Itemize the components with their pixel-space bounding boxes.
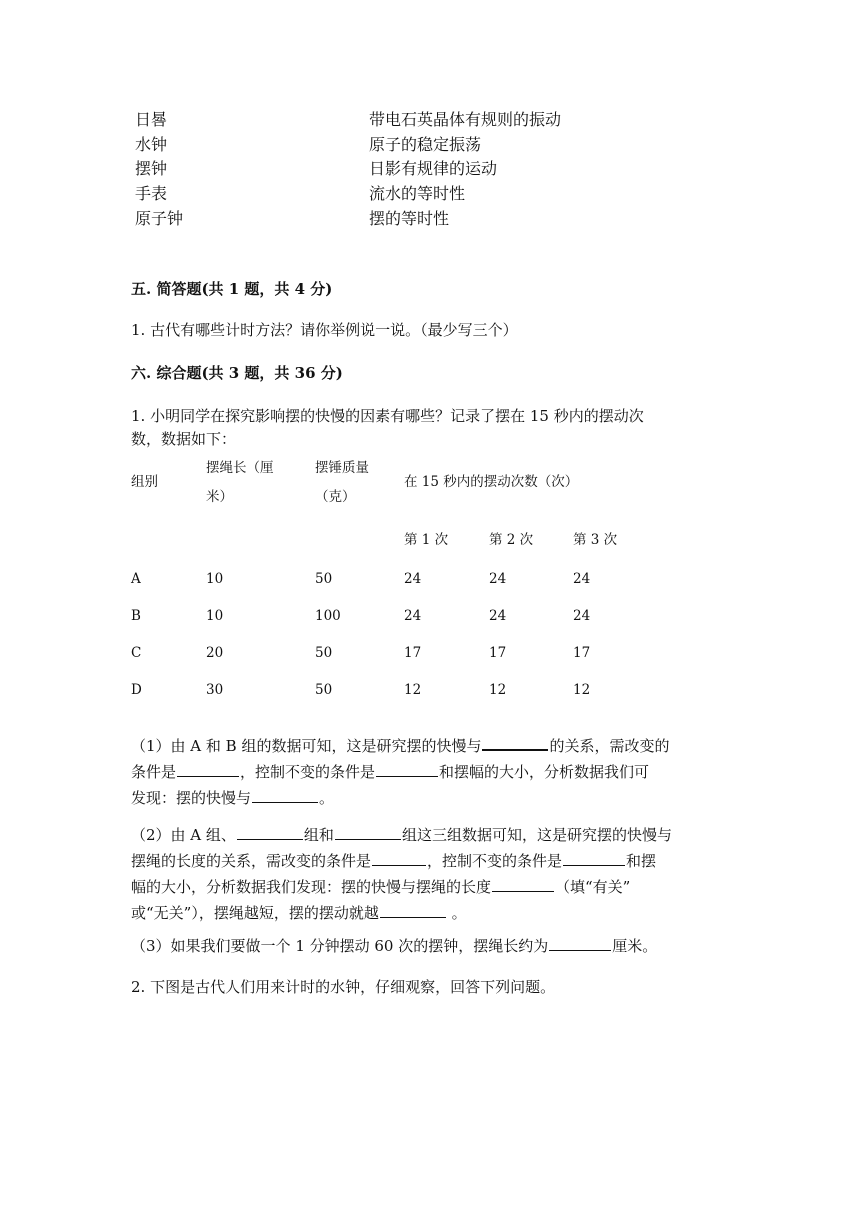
question-1-line-1: 1. 小明同学在探究影响摆的快慢的因素有哪些？记录了摆在 15 秒内的摆动次 <box>131 407 644 425</box>
text: （2）由 A 组、 <box>131 826 236 844</box>
question-1-line-2: 数，数据如下： <box>131 430 237 448</box>
answer-blank[interactable] <box>177 762 239 777</box>
table-cell: 10 <box>206 608 224 624</box>
text: （3）如果我们要做一个 1 分钟摆动 60 次的摆钟，摆绳长约为 <box>131 937 549 955</box>
match-left-5: 原子钟 <box>135 209 184 228</box>
text: 和摆幅的大小，分析数据我们可 <box>439 763 650 781</box>
answer-blank[interactable] <box>563 851 625 866</box>
subheader-trial-1: 第 1 次 <box>404 532 449 548</box>
section-6-title: 六. 综合题(共 3 题，共 36 分) <box>131 364 343 382</box>
match-right-5: 摆的等时性 <box>369 209 450 228</box>
match-right-4: 流水的等时性 <box>369 184 466 203</box>
subheader-trial-2: 第 2 次 <box>489 532 534 548</box>
table-cell: B <box>131 608 141 624</box>
text: 条件是 <box>131 763 177 781</box>
text: 摆绳的长度的关系，需改变的条件是 <box>131 852 372 870</box>
text: （1）由 A 和 B 组的数据可知，这是研究摆的快慢与 <box>131 737 482 755</box>
table-cell: 17 <box>404 645 422 661</box>
text: （填“有关” <box>555 878 631 896</box>
table-cell: 17 <box>489 645 507 661</box>
answer-blank[interactable] <box>549 936 611 951</box>
answer-blank[interactable] <box>237 825 303 840</box>
table-cell: 12 <box>489 682 507 698</box>
table-cell: 24 <box>404 608 422 624</box>
text: 和摆 <box>626 852 657 870</box>
header-mass-2: （克） <box>315 489 356 505</box>
answer-blank[interactable] <box>482 735 548 751</box>
header-group: 组别 <box>131 474 158 490</box>
table-cell: 12 <box>404 682 422 698</box>
answer-blank[interactable] <box>252 788 318 803</box>
answer-blank[interactable] <box>376 762 438 777</box>
text: 。 <box>319 789 335 807</box>
match-left-3: 摆钟 <box>135 159 168 178</box>
table-cell: 24 <box>489 571 507 587</box>
table-cell: 24 <box>573 608 591 624</box>
header-count: 在 15 秒内的摆动次数（次） <box>404 474 579 490</box>
text: 发现：摆的快慢与 <box>131 789 252 807</box>
match-left-4: 手表 <box>135 184 168 203</box>
header-length-2: 米） <box>206 489 233 505</box>
section-5-title: 五. 简答题(共 1 题，共 4 分) <box>131 280 333 298</box>
table-cell: 10 <box>206 571 224 587</box>
table-cell: A <box>131 571 141 587</box>
table-cell: 24 <box>404 571 422 587</box>
question-2: 2. 下图是古代人们用来计时的水钟，仔细观察，回答下列问题。 <box>131 978 556 996</box>
table-cell: 12 <box>573 682 591 698</box>
match-left-1: 日晷 <box>135 110 168 129</box>
sub-question-2 <box>131 822 731 926</box>
answer-blank[interactable] <box>372 851 426 866</box>
text: 幅的大小，分析数据我们发现：摆的快慢与摆绳的长度 <box>131 878 492 896</box>
subheader-trial-3: 第 3 次 <box>573 532 618 548</box>
table-cell: C <box>131 645 142 661</box>
table-cell: 20 <box>206 645 224 661</box>
table-cell: 50 <box>315 682 333 698</box>
table-cell: 50 <box>315 571 333 587</box>
answer-blank[interactable] <box>380 903 446 918</box>
sub-question-3 <box>131 933 731 959</box>
answer-blank[interactable] <box>335 825 401 840</box>
text: ，控制不变的条件是 <box>427 852 563 870</box>
table-cell: D <box>131 682 142 698</box>
text: 组和 <box>303 826 334 844</box>
match-left-2: 水钟 <box>135 135 168 154</box>
text: ，控制不变的条件是 <box>240 763 376 781</box>
match-right-1: 带电石英晶体有规则的振动 <box>369 110 562 129</box>
table-cell: 24 <box>573 571 591 587</box>
text: 的关系，需改变的 <box>549 737 670 755</box>
table-cell: 24 <box>489 608 507 624</box>
header-length-1: 摆绳长（厘 <box>206 460 274 476</box>
section-5-question-1: 1. 古代有哪些计时方法？请你举例说一说。（最少写三个） <box>131 321 518 339</box>
table-cell: 100 <box>315 608 341 624</box>
answer-blank[interactable] <box>492 877 554 892</box>
table-cell: 30 <box>206 682 224 698</box>
text: 厘米。 <box>612 937 658 955</box>
table-cell: 17 <box>573 645 591 661</box>
text: 。 <box>446 904 467 922</box>
table-cell: 50 <box>315 645 333 661</box>
sub-question-1 <box>131 733 731 811</box>
header-mass-1: 摆锤质量 <box>315 460 369 476</box>
text: 或“无关”），摆绳越短，摆的摆动就越 <box>131 904 379 922</box>
match-right-2: 原子的稳定振荡 <box>369 135 482 154</box>
text: 组这三组数据可知，这是研究摆的快慢与 <box>401 826 672 844</box>
match-right-3: 日影有规律的运动 <box>369 159 498 178</box>
